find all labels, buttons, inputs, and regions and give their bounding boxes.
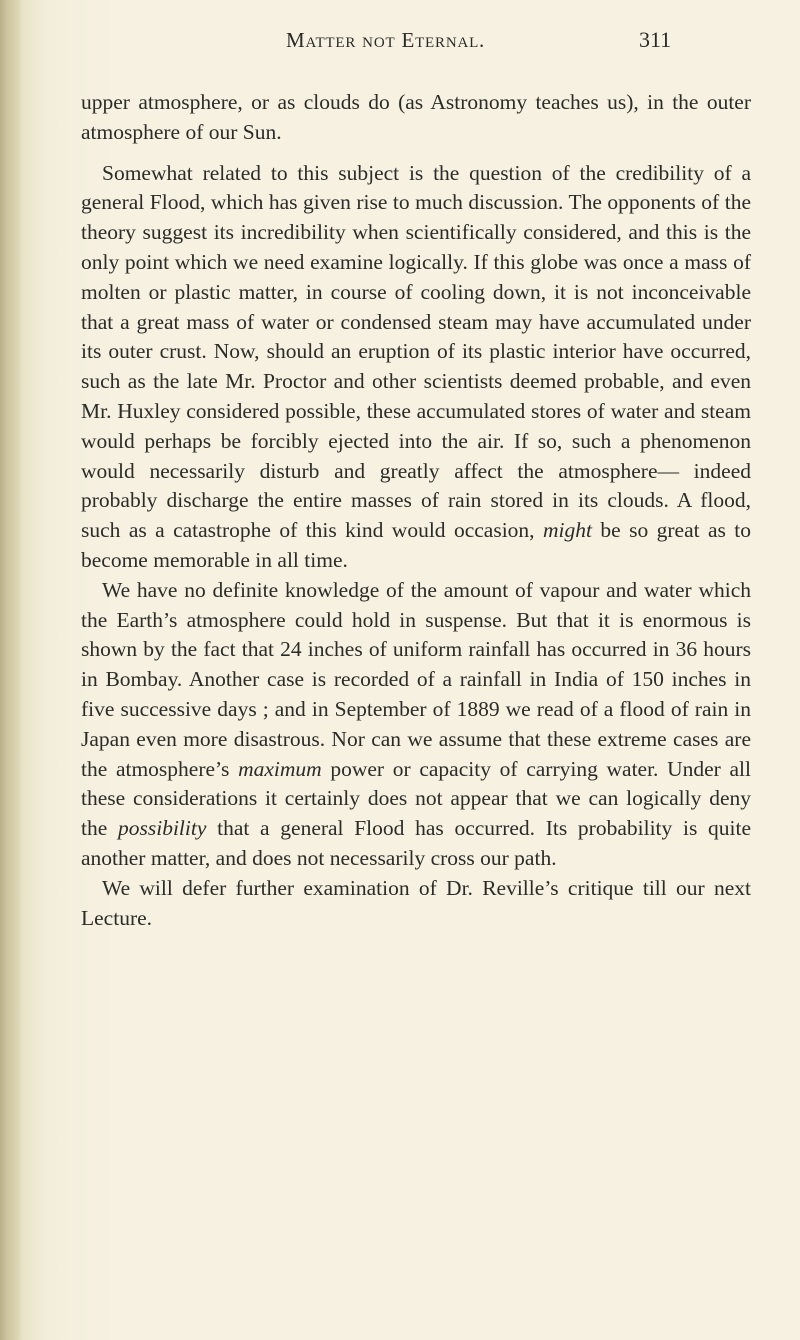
paragraph-3-italic-maximum: maximum: [238, 756, 322, 781]
paragraph-3-italic-possibility: possibility: [117, 816, 207, 841]
paragraph-3-text-b: power or capacity of carrying water. Under all these considerations it certainly does not appear that we can logically deny the: [81, 756, 751, 841]
paragraph-2-italic: might: [542, 518, 592, 543]
paragraph-3-text-a: We have no definite knowledge of the amount of vapour and water which the Earth’s atmosphere could hold in suspense. But that it is enormous is shown by the fact that 24 inches of uniform rainfall has occurred in 36 hours in Bombay. Another case is recorded of a rainfall in India of 150 inches in five successive days ; and in September of 1889 we read of a flood of rain in Japan even more disastrous. Nor can we assume that these extreme cases are the atmosphere’s: [81, 577, 751, 781]
paragraph-gap: [81, 148, 751, 159]
paragraph-2-end: be so great as to become memorable in all time.: [81, 518, 752, 572]
paragraph-2: [81, 159, 751, 576]
paragraph-4: We will defer further examination of Dr. Reville’s critique till our next Lecture.: [81, 875, 751, 930]
running-title: Matter not Eternal.: [286, 28, 486, 52]
page-number: 311: [639, 27, 672, 52]
paragraph-3: [81, 576, 751, 874]
paragraph-2-text: Somewhat related to this subject is the question of the credibility of a general Flood, which has given rise to much discussion. The opponents of the theory suggest its incredibility when scientifically considered, and this is the only point which we need examine logically. If this globe was once a mass of molten or plastic matter, in course of cooling down, it is not inconceivable that a great mass of water or condensed steam may have accumulated under its outer crust. Now, should an eruption of its plastic interior have occurred, such as the late Mr. Proctor and other scientists deemed probable, and even Mr. Huxley considered possible, these accumulated stores of water and steam would perhaps be forcibly ejected into the air. If so, such a phenomenon would necessarily disturb and greatly affect the atmosphere— indeed probably discharge the entire masses of rain stored in its clouds. A flood, such as a catastrophe of this kind would occasion,: [81, 160, 751, 543]
body-text: [81, 88, 751, 933]
page-gutter-shadow: [0, 0, 22, 1340]
paragraph-3-text-c: that a general Flood has occurred. Its probability is quite another matter, and does not necessarily cross our path.: [81, 816, 752, 870]
paragraph-1: upper atmosphere, or as clouds do (as Astronomy teaches us), in the outer atmosphere of our Sun.: [81, 90, 751, 144]
running-head: [0, 28, 800, 68]
